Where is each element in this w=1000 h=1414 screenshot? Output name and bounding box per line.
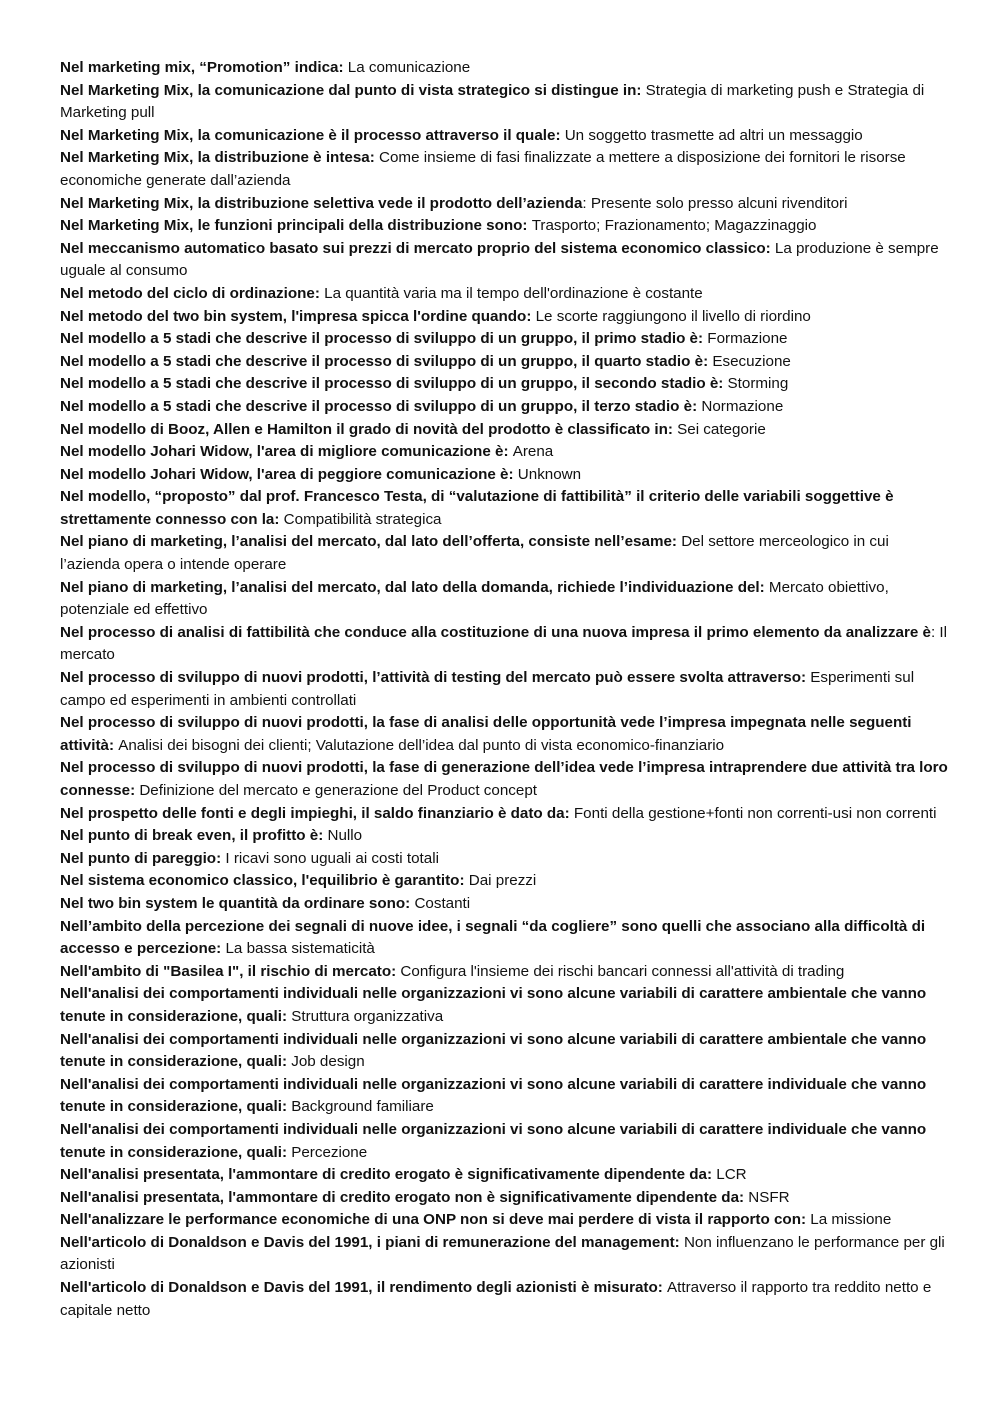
answer-text: NSFR <box>748 1188 790 1206</box>
answer-text: Storming <box>727 375 789 393</box>
answer-text: Formazione <box>707 330 788 348</box>
qa-entry <box>60 622 950 667</box>
qa-entry <box>60 57 950 80</box>
qa-entry <box>60 147 950 192</box>
qa-entry <box>60 238 950 283</box>
answer-text: Strategia di marketing push e Strategia di Marketing pull <box>60 81 925 122</box>
question-text: Nell'analisi presentata, l'ammontare di credito erogato non è significativamente dipendente da: <box>60 1188 749 1206</box>
question-text: Nel modello, “proposto” dal prof. Francesco Testa, di “valutazione di fattibilità” il criterio delle variabili soggettive è strettamente connesso con la: <box>60 488 894 528</box>
question-text: Nel processo di sviluppo di nuovi prodotti, la fase di analisi delle opportunità vede l’impresa impegnata nelle seguenti attività: <box>60 714 912 754</box>
qa-entry <box>60 1232 950 1277</box>
answer-text: Del settore merceologico in cui l’azienda opera o intende operare <box>60 533 889 574</box>
question-text: Nell'analisi presentata, l'ammontare di credito erogato è significativamente dipendente da: <box>60 1166 717 1184</box>
qa-entry <box>60 893 950 916</box>
answer-text: Non influenzano le performance per gli azionisti <box>60 1233 945 1274</box>
question-text: Nell'analisi dei comportamenti individuali nelle organizzazioni vi sono alcune variabili di carattere individuale che vanno tenute in considerazione, quali: <box>60 1120 927 1161</box>
answer-text: Mercato obiettivo, potenziale ed effettivo <box>60 578 889 619</box>
answer-text: Nullo <box>327 827 363 845</box>
question-text: Nel processo di sviluppo di nuovi prodotti, l’attività di testing del mercato può essere svolta attraverso: <box>60 669 811 687</box>
qa-entry <box>60 848 950 871</box>
answer-text: Compatibilità strategica <box>283 510 442 528</box>
answer-text: Configura l'insieme dei rischi bancari connessi all'attività di trading <box>400 962 845 980</box>
answer-text: Sei categorie <box>677 420 766 438</box>
qa-entry <box>60 1074 950 1119</box>
qa-entry <box>60 870 950 893</box>
answer-text: : Il mercato <box>60 623 948 664</box>
answer-text: La comunicazione <box>347 59 471 76</box>
question-text: Nell'analisi dei comportamenti individuali nelle organizzazioni vi sono alcune variabili di carattere ambientale che vanno tenute in considerazione, quali: <box>60 985 927 1025</box>
qa-entry <box>60 283 950 306</box>
qa-entry <box>60 1187 950 1210</box>
question-text: Nell'analisi dei comportamenti individuali nelle organizzazioni vi sono alcune variabili di carattere ambientale che vanno tenute in considerazione, quali: <box>60 1030 927 1071</box>
answer-text: Un soggetto trasmette ad altri un messaggio <box>564 126 863 144</box>
question-text: Nel modello a 5 stadi che descrive il processo di sviluppo di un gruppo, il secondo stadio è: <box>60 375 728 393</box>
answer-text: Esperimenti sul campo ed esperimenti in ambienti controllati <box>60 669 915 709</box>
answer-text: LCR <box>716 1166 747 1184</box>
question-text: Nell'analizzare le performance economiche di una ONP non si deve mai perdere di vista il rapporto con: <box>60 1211 811 1229</box>
answer-text: Struttura organizzativa <box>291 1007 444 1025</box>
qa-entry <box>60 1277 950 1322</box>
question-text: Nel modello Johari Widow, l'area di migliore comunicazione è: <box>60 443 513 461</box>
answer-text: Attraverso il rapporto tra reddito netto e capitale netto <box>60 1279 932 1319</box>
answer-text: Costanti <box>414 894 471 912</box>
answer-text: Percezione <box>291 1143 368 1161</box>
qa-entry <box>60 712 950 757</box>
answer-text: La produzione è sempre uguale al consumo <box>60 239 939 280</box>
qa-entry <box>60 351 950 374</box>
question-text: Nel modello di Booz, Allen e Hamilton il grado di novità del prodotto è classificato in: <box>60 420 678 438</box>
question-text: Nel piano di marketing, l’analisi del mercato, dal lato della domanda, richiede l’individuazione del: <box>60 578 769 596</box>
answer-text: La quantità varia ma il tempo dell'ordinazione è costante <box>324 284 703 302</box>
qa-entry <box>60 916 950 961</box>
qa-entry <box>60 306 950 329</box>
qa-entry <box>60 80 950 125</box>
question-text: Nel modello Johari Widow, l'area di peggiore comunicazione è: <box>60 465 518 483</box>
question-text: Nel processo di sviluppo di nuovi prodotti, la fase di generazione dell’idea vede l’impresa intraprendere due attività tra loro connesse: <box>60 759 948 799</box>
question-text: Nell'analisi dei comportamenti individuali nelle organizzazioni vi sono alcune variabili di carattere individuale che vanno tenute in considerazione, quali: <box>60 1075 927 1116</box>
question-text: Nel meccanismo automatico basato sui prezzi di mercato proprio del sistema economico classico: <box>60 239 775 257</box>
answer-text: Background familiare <box>291 1098 434 1116</box>
qa-entry <box>60 464 950 487</box>
qa-entry <box>60 328 950 351</box>
answer-text: La bassa sistematicità <box>225 940 375 958</box>
question-text: Nel two bin system le quantità da ordinare sono: <box>60 894 415 912</box>
qa-entry <box>60 1029 950 1074</box>
question-text: Nel metodo del two bin system, l'impresa spicca l'ordine quando: <box>60 307 536 325</box>
answer-text: Dai prezzi <box>468 872 537 890</box>
question-text: Nel piano di marketing, l’analisi del mercato, dal lato dell’offerta, consiste nell’esame: <box>60 533 682 551</box>
answer-text: Esecuzione <box>712 352 791 370</box>
document-page <box>60 57 950 1322</box>
qa-entry <box>60 1164 950 1187</box>
question-text: Nel modello a 5 stadi che descrive il processo di sviluppo di un gruppo, il quarto stadio è: <box>60 352 713 370</box>
qa-entry <box>60 577 950 622</box>
question-text: Nel marketing mix, “Promotion” indica: <box>60 59 348 76</box>
question-text: Nel Marketing Mix, la distribuzione selettiva vede il prodotto dell’azienda <box>60 194 583 212</box>
qa-entry <box>60 667 950 712</box>
answer-text: : Presente solo presso alcuni rivenditori <box>582 194 848 212</box>
answer-text: Job design <box>291 1053 365 1071</box>
qa-entry <box>60 1209 950 1232</box>
question-text: Nel Marketing Mix, la distribuzione è intesa: <box>60 149 380 167</box>
question-text: Nel modello a 5 stadi che descrive il processo di sviluppo di un gruppo, il terzo stadio è: <box>60 397 702 415</box>
answer-text: La missione <box>810 1211 892 1229</box>
question-text: Nell’ambito della percezione dei segnali di nuove idee, i segnali “da cogliere” sono quelli che associano alla difficoltà di accesso e percezione: <box>60 917 926 958</box>
qa-entry <box>60 193 950 216</box>
question-text: Nell'ambito di "Basilea I", il rischio di mercato: <box>60 962 401 980</box>
answer-text: Analisi dei bisogni dei clienti; Valutazione dell’idea dal punto di vista economico-finanziario <box>118 736 725 754</box>
answer-text: I ricavi sono uguali ai costi totali <box>225 849 439 867</box>
qa-entry <box>60 1119 950 1164</box>
question-text: Nel Marketing Mix, le funzioni principali della distribuzione sono: <box>60 217 532 235</box>
question-text: Nell'articolo di Donaldson e Davis del 1991, il rendimento degli azionisti è misurato: <box>60 1279 668 1297</box>
qa-entry <box>60 825 950 848</box>
question-text: Nel Marketing Mix, la comunicazione dal punto di vista strategico si distingue in: <box>60 81 646 99</box>
answer-text: Definizione del mercato e generazione del Product concept <box>139 782 537 799</box>
question-text: Nel modello a 5 stadi che descrive il processo di sviluppo di un gruppo, il primo stadio è: <box>60 330 708 348</box>
answer-text: Le scorte raggiungono il livello di riordino <box>535 307 811 325</box>
answer-text: Trasporto; Frazionamento; Magazzinaggio <box>531 217 817 235</box>
qa-entry <box>60 983 950 1028</box>
answer-text: Fonti della gestione+fonti non correnti-usi non correnti <box>573 804 937 822</box>
qa-entry <box>60 215 950 238</box>
answer-text: Unknown <box>517 465 582 483</box>
qa-entry <box>60 757 950 802</box>
question-text: Nell'articolo di Donaldson e Davis del 1991, i piani di remunerazione del management: <box>60 1233 684 1251</box>
question-text: Nel sistema economico classico, l'equilibrio è garantito: <box>60 872 469 890</box>
qa-entry <box>60 396 950 419</box>
question-text: Nel processo di analisi di fattibilità che conduce alla costituzione di una nuova impresa il primo elemento da analizzare è <box>60 623 931 641</box>
qa-entry <box>60 419 950 442</box>
question-text: Nel punto di pareggio: <box>60 849 226 867</box>
question-text: Nel punto di break even, il profitto è: <box>60 827 328 845</box>
qa-entry <box>60 125 950 148</box>
answer-text: Come insieme di fasi finalizzate a mettere a disposizione dei fornitori le risorse economiche generate dall’azienda <box>60 149 906 189</box>
question-text: Nel metodo del ciclo di ordinazione: <box>60 284 325 302</box>
question-text: Nel Marketing Mix, la comunicazione è il processo attraverso il quale: <box>60 126 565 144</box>
qa-entry <box>60 803 950 826</box>
question-text: Nel prospetto delle fonti e degli impieghi, il saldo finanziario è dato da: <box>60 804 574 822</box>
qa-entry <box>60 373 950 396</box>
qa-entry <box>60 441 950 464</box>
qa-entry <box>60 531 950 576</box>
answer-text: Arena <box>512 443 554 461</box>
answer-text: Normazione <box>701 397 784 415</box>
qa-entry <box>60 486 950 531</box>
qa-entry <box>60 961 950 984</box>
